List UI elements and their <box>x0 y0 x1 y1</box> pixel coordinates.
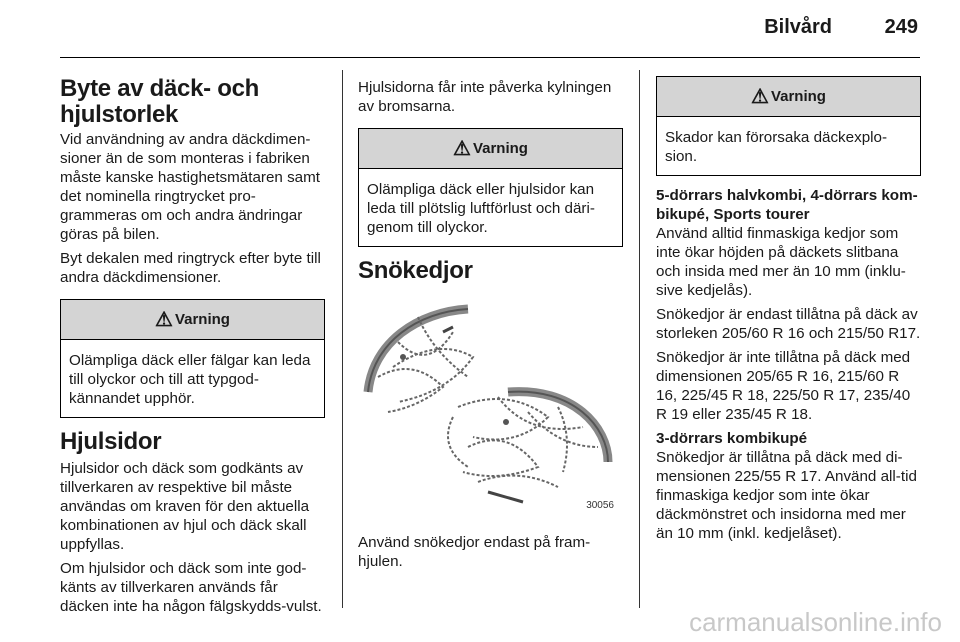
warning-triangle-icon: ⚠ <box>751 85 769 108</box>
warning-header <box>61 300 324 340</box>
warning-triangle-icon: ⚠ <box>155 308 173 331</box>
figure-caption: Använd snökedjor endast på fram-hjulen. <box>358 534 591 570</box>
paragraph: Använd alltid finmaskiga kedjor som inte ökar höjden på däckets slitbana och insida med mer än 10 mm (inklu-sive kedjelås). <box>656 225 906 299</box>
running-header-title: Bilvård <box>764 16 832 38</box>
paragraph: Om hjulsidor och däck som inte god-känts av tillverkaren används får däcken inte ha någon fälgskydds-vulst. <box>60 560 322 615</box>
column-2 <box>358 78 623 576</box>
subheading: 5-dörrars halvkombi, 4-dörrars kom-bikupé, Sports tourer <box>656 187 918 223</box>
paragraph: Snökedjor är endast tillåtna på däck av storleken 205/60 R 16 och 215/50 R17. <box>656 306 921 342</box>
column-divider <box>342 70 343 608</box>
warning-title: Varning <box>174 311 230 328</box>
warning-box <box>656 76 921 176</box>
section-heading: Byte av däck- och hjulstorlek <box>60 75 259 128</box>
warning-box <box>60 299 325 418</box>
figure-number: 30056 <box>586 500 614 511</box>
column-divider <box>639 70 640 608</box>
column-1 <box>60 76 325 621</box>
warning-triangle-icon: ⚠ <box>453 137 471 160</box>
paragraph: Hjulsidorna får inte påverka kylningen av bromsarna. <box>358 79 612 115</box>
header-rule <box>60 57 920 58</box>
paragraph: Snökedjor är inte tillåtna på däck med dimensionen 205/65 R 16, 215/60 R 16, 225/45 R 18, 225/50 R 17, 235/40 R 19 eller 235/45 R 18. <box>656 349 911 423</box>
snow-chain-drawing <box>358 297 620 519</box>
warning-header <box>657 77 920 117</box>
section-heading: Snökedjor <box>358 257 473 284</box>
watermark: carmanualsonline.info <box>689 607 942 637</box>
paragraph: Snökedjor är tillåtna på däck med di-mensionen 225/55 R 17. Använd all-tid finmaskiga kedjor som inte ökar däckmönstret och insidorna med mer än 10 mm (inkl. kedjelåset). <box>656 449 917 542</box>
paragraph: Byt dekalen med ringtryck efter byte till andra däckdimensioner. <box>60 250 321 286</box>
subheading: 3-dörrars kombikupé <box>656 430 808 447</box>
snow-chain-illustration <box>358 297 620 519</box>
warning-text: Skador kan förorsaka däckexplo-sion. <box>665 129 888 165</box>
warning-title: Varning <box>472 140 528 157</box>
warning-title: Varning <box>770 88 826 105</box>
section-heading: Hjulsidor <box>60 428 162 455</box>
warning-box <box>358 128 623 247</box>
page-number: 249 <box>884 16 918 38</box>
warning-text: Olämpliga däck eller fälgar kan leda till olyckor och till att typgod-kännandet upphör. <box>69 352 311 407</box>
paragraph: Vid användning av andra däckdimen-sioner än de som monteras i fabriken måste kanske hastighetsmätaren samt det nominella ringtrycket pro-grammeras om och andra ändringar göras på bilen. <box>60 131 320 243</box>
column-3 <box>656 64 921 548</box>
warning-header <box>359 129 622 169</box>
paragraph: Hjulsidor och däck som godkänts av tillverkaren av respektive bil måste användas om kraven för den aktuella kombinationen av hjul och däck skall uppfyllas. <box>60 460 310 553</box>
warning-text: Olämpliga däck eller hjulsidor kan leda till plötslig luftförlust och däri-genom till olyckor. <box>367 181 595 236</box>
